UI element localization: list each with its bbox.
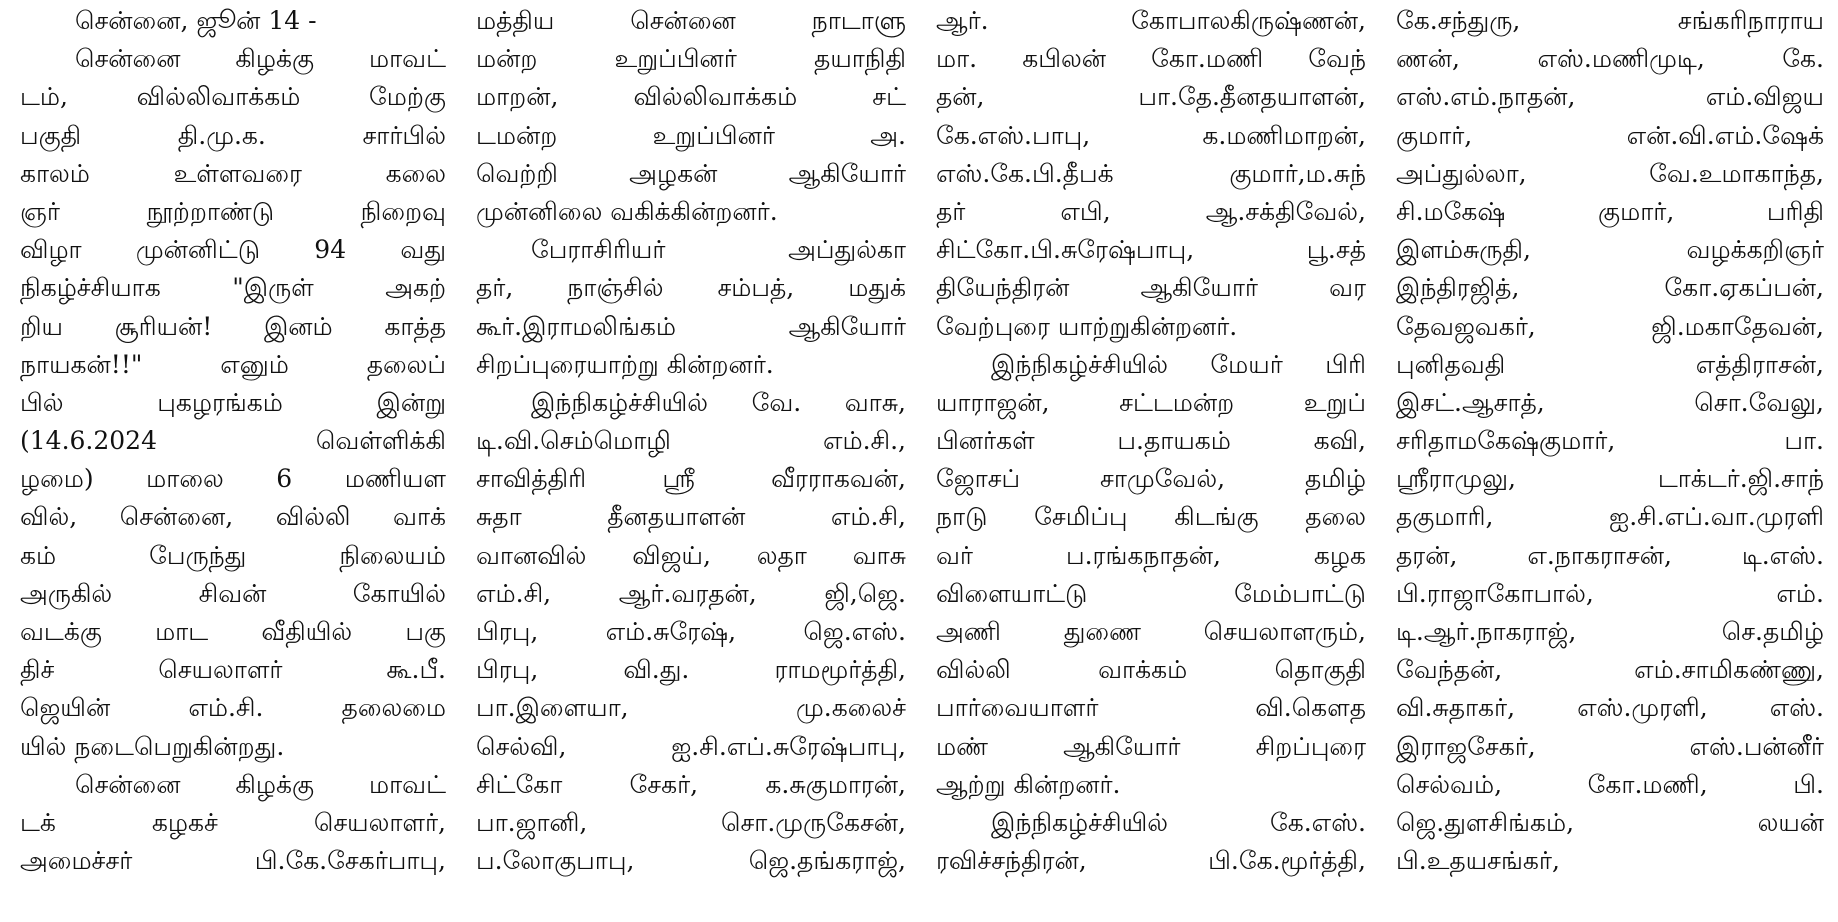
text-line: இந்திரஜித், கோ.ஏகப்பன், bbox=[1396, 273, 1824, 303]
text-line: ஜெயின் எம்.சி. தலைமை bbox=[20, 693, 446, 723]
text-line: பில் புகழரங்கம் இன்று bbox=[20, 387, 446, 417]
text-line: பிரபு, வி.து. ராமமூர்த்தி, bbox=[476, 655, 906, 685]
text-line: செல்வம், கோ.மணி, பி. bbox=[1396, 769, 1824, 799]
text-line: தரன், எ.நாகராசன், டி.எஸ். bbox=[1396, 540, 1824, 570]
text-line: புனிதவதி எத்திராசன், bbox=[1396, 349, 1824, 379]
text-line: வானவில் விஜய், லதா வாசு bbox=[476, 540, 906, 570]
text-line: பேராசிரியர் அப்துல்கா bbox=[531, 235, 906, 265]
text-line: பா.ஜானி, சொ.முருகேசன், bbox=[476, 807, 906, 837]
text-line: வர் ப.ரங்கநாதன், கழக bbox=[936, 540, 1366, 570]
text-line: சி.மகேஷ் குமார், பரிதி bbox=[1396, 196, 1824, 226]
text-line: மத்திய சென்னை நாடாளு bbox=[476, 6, 906, 35]
text-line: சிட்கோ சேகர், க.சுகுமாரன், bbox=[476, 769, 906, 799]
text-line: தர், நாஞ்சில் சம்பத், மதுக் bbox=[476, 273, 906, 303]
text-line: முன்னிலை வகிக்கின்றனர். bbox=[476, 196, 778, 226]
text-line: கே.சந்துரு, சங்கரிநாராய bbox=[1396, 6, 1824, 35]
text-line: அருகில் சிவன் கோயில் bbox=[20, 578, 446, 608]
text-line: இந்நிகழ்ச்சியில் வே. வாசு, bbox=[531, 387, 906, 417]
text-line: (14.6.2024 வெள்ளிக்கி bbox=[20, 426, 446, 456]
text-line: நிகழ்ச்சியாக "இருள் அகற் bbox=[20, 273, 446, 303]
text-line: வி.சுதாகர், எஸ்.முரளி, எஸ். bbox=[1396, 693, 1824, 723]
text-line: பி.உதயசங்கர், bbox=[1396, 846, 1560, 876]
text-line: பினர்கள் ப.தாயகம் கவி, bbox=[936, 426, 1366, 456]
text-line: சிறப்புரையாற்று கின்றனர். bbox=[476, 349, 774, 379]
text-line: தேவஜவகர், ஜி.மகாதேவன், bbox=[1396, 311, 1824, 341]
text-line: காலம் உள்ளவரை கலை bbox=[20, 158, 446, 188]
text-line: பிரபு, எம்.சுரேஷ், ஜெ.எஸ். bbox=[476, 617, 906, 646]
text-line: டி.ஆர்.நாகராஜ், செ.தமிழ் bbox=[1396, 617, 1824, 646]
text-line: தியேந்திரன் ஆகியோர் வர bbox=[936, 273, 1366, 303]
text-line: ஆர். கோபாலகிருஷ்ணன், bbox=[936, 6, 1366, 35]
text-line: வெற்றி அழகன் ஆகியோர் bbox=[476, 158, 906, 188]
text-line: கம் பேருந்து நிலையம் bbox=[20, 540, 446, 570]
text-line: ஸ்ரீராமுலு, டாக்டர்.ஜி.சாந் bbox=[1396, 464, 1824, 494]
text-line: ழமை) மாலை 6 மணியள bbox=[20, 464, 446, 494]
text-line: பி.ராஜாகோபால், எம். bbox=[1396, 578, 1824, 608]
text-line: மன்ற உறுப்பினர் தயாநிதி bbox=[476, 44, 906, 74]
text-line: சென்னை, ஜூன் 14 - bbox=[75, 6, 317, 35]
text-line: நாடு சேமிப்பு கிடங்கு தலை bbox=[936, 502, 1366, 532]
text-line: பார்வையாளர் வி.கௌத bbox=[936, 693, 1366, 723]
text-line: ஞர் நூற்றாண்டு நிறைவு bbox=[20, 196, 446, 226]
text-line: அமைச்சர் பி.கே.சேகர்பாபு, bbox=[20, 846, 446, 876]
text-line: அப்துல்லா, வே.உமாகாந்த, bbox=[1396, 158, 1824, 188]
text-line: பா.இளையா, மு.கலைச் bbox=[476, 693, 906, 723]
text-line: இந்நிகழ்ச்சியில் கே.எஸ். bbox=[991, 807, 1366, 837]
article-column-3 bbox=[920, 0, 1380, 922]
text-line: எம்.சி, ஆர்.வரதன், ஜி,ஜெ. bbox=[476, 578, 906, 608]
text-line: பகுதி தி.மு.க. சார்பில் bbox=[20, 120, 446, 150]
text-line: மா. கபிலன் கோ.மணி வேந் bbox=[936, 44, 1366, 74]
text-line: யில் நடைபெறுகின்றது. bbox=[20, 731, 285, 761]
text-line: ப.லோகுபாபு, ஜெ.தங்கராஜ், bbox=[476, 846, 906, 876]
article-column-4 bbox=[1380, 0, 1838, 922]
text-line: எஸ்.கே.பி.தீபக் குமார்,ம.சுந் bbox=[936, 158, 1366, 188]
text-line: யாராஜன், சட்டமன்ற உறுப் bbox=[936, 387, 1366, 417]
article-column-1 bbox=[0, 0, 460, 922]
text-line: சுதா தீனதயாளன் எம்.சி, bbox=[476, 502, 906, 532]
text-line: சரிதாமகேஷ்குமார், பா. bbox=[1396, 426, 1824, 456]
text-line: ஜெ.துளசிங்கம், லயன் bbox=[1396, 807, 1824, 837]
text-line: தகுமாரி, ஐ.சி.எப்.வா.முரளி bbox=[1396, 502, 1824, 532]
text-line: சென்னை கிழக்கு மாவட் bbox=[75, 769, 446, 799]
text-line: இசட்.ஆசாத், சொ.வேலு, bbox=[1396, 387, 1824, 417]
text-line: கே.எஸ்.பாபு, க.மணிமாறன், bbox=[936, 120, 1366, 150]
text-line: ஜோசப் சாமுவேல், தமிழ் bbox=[936, 464, 1366, 494]
text-line: மாறன், வில்லிவாக்கம் சட் bbox=[476, 82, 906, 112]
text-line: ணன், எஸ்.மணிமுடி, கே. bbox=[1396, 44, 1824, 74]
text-line: சென்னை கிழக்கு மாவட் bbox=[75, 44, 446, 74]
text-line: குமார், என்.வி.எம்.ஷேக் bbox=[1396, 120, 1824, 150]
text-line: விளையாட்டு மேம்பாட்டு bbox=[936, 578, 1366, 608]
text-line: எஸ்.எம்.நாதன், எம்.விஜய bbox=[1396, 82, 1824, 112]
text-line: வடக்கு மாட வீதியில் பகு bbox=[20, 617, 446, 646]
text-line: இந்நிகழ்ச்சியில் மேயர் பிரி bbox=[991, 349, 1366, 379]
text-line: திச் செயலாளர் கூ.பீ. bbox=[20, 655, 446, 685]
text-line: டக் கழகச் செயலாளர், bbox=[20, 807, 446, 837]
text-line: மண் ஆகியோர் சிறப்புரை bbox=[936, 731, 1366, 761]
text-line: தன், பா.தே.தீனதயாளன், bbox=[936, 82, 1366, 112]
text-line: இளம்சுருதி, வழக்கறிஞர் bbox=[1396, 235, 1824, 265]
text-line: வில், சென்னை, வில்லி வாக் bbox=[20, 502, 446, 532]
text-line: தர் எபி, ஆ.சக்திவேல், bbox=[936, 196, 1366, 226]
text-line: ஆற்று கின்றனர். bbox=[936, 769, 1121, 799]
text-line: செல்வி, ஐ.சி.எப்.சுரேஷ்பாபு, bbox=[476, 731, 906, 761]
text-line: அணி துணை செயலாளரும், bbox=[936, 617, 1366, 646]
text-line: றிய சூரியன்! இனம் காத்த bbox=[20, 311, 446, 341]
article-column-2 bbox=[460, 0, 920, 922]
text-line: டமன்ற உறுப்பினர் அ. bbox=[476, 120, 906, 150]
text-line: டி.வி.செம்மொழி எம்.சி., bbox=[476, 426, 906, 456]
text-line: ரவிச்சந்திரன், பி.கே.மூர்த்தி, bbox=[936, 846, 1366, 876]
text-line: இராஜசேகர், எஸ்.பன்னீர் bbox=[1396, 731, 1824, 761]
text-line: சாவித்திரி ஸ்ரீ வீரராகவன், bbox=[476, 464, 906, 494]
text-line: கூர்.இராமலிங்கம் ஆகியோர் bbox=[476, 311, 906, 341]
text-line: சிட்கோ.பி.சுரேஷ்பாபு, பூ.சத் bbox=[936, 235, 1366, 265]
text-line: வேந்தன், எம்.சாமிகண்ணு, bbox=[1396, 655, 1824, 685]
text-line: நாயகன்!!" எனும் தலைப் bbox=[20, 349, 446, 379]
text-line: வேற்புரை யாற்றுகின்றனர். bbox=[936, 311, 1238, 341]
text-line: வில்லி வாக்கம் தொகுதி bbox=[936, 655, 1366, 685]
text-line: விழா முன்னிட்டு 94 வது bbox=[20, 235, 446, 265]
text-line: டம், வில்லிவாக்கம் மேற்கு bbox=[20, 82, 446, 112]
